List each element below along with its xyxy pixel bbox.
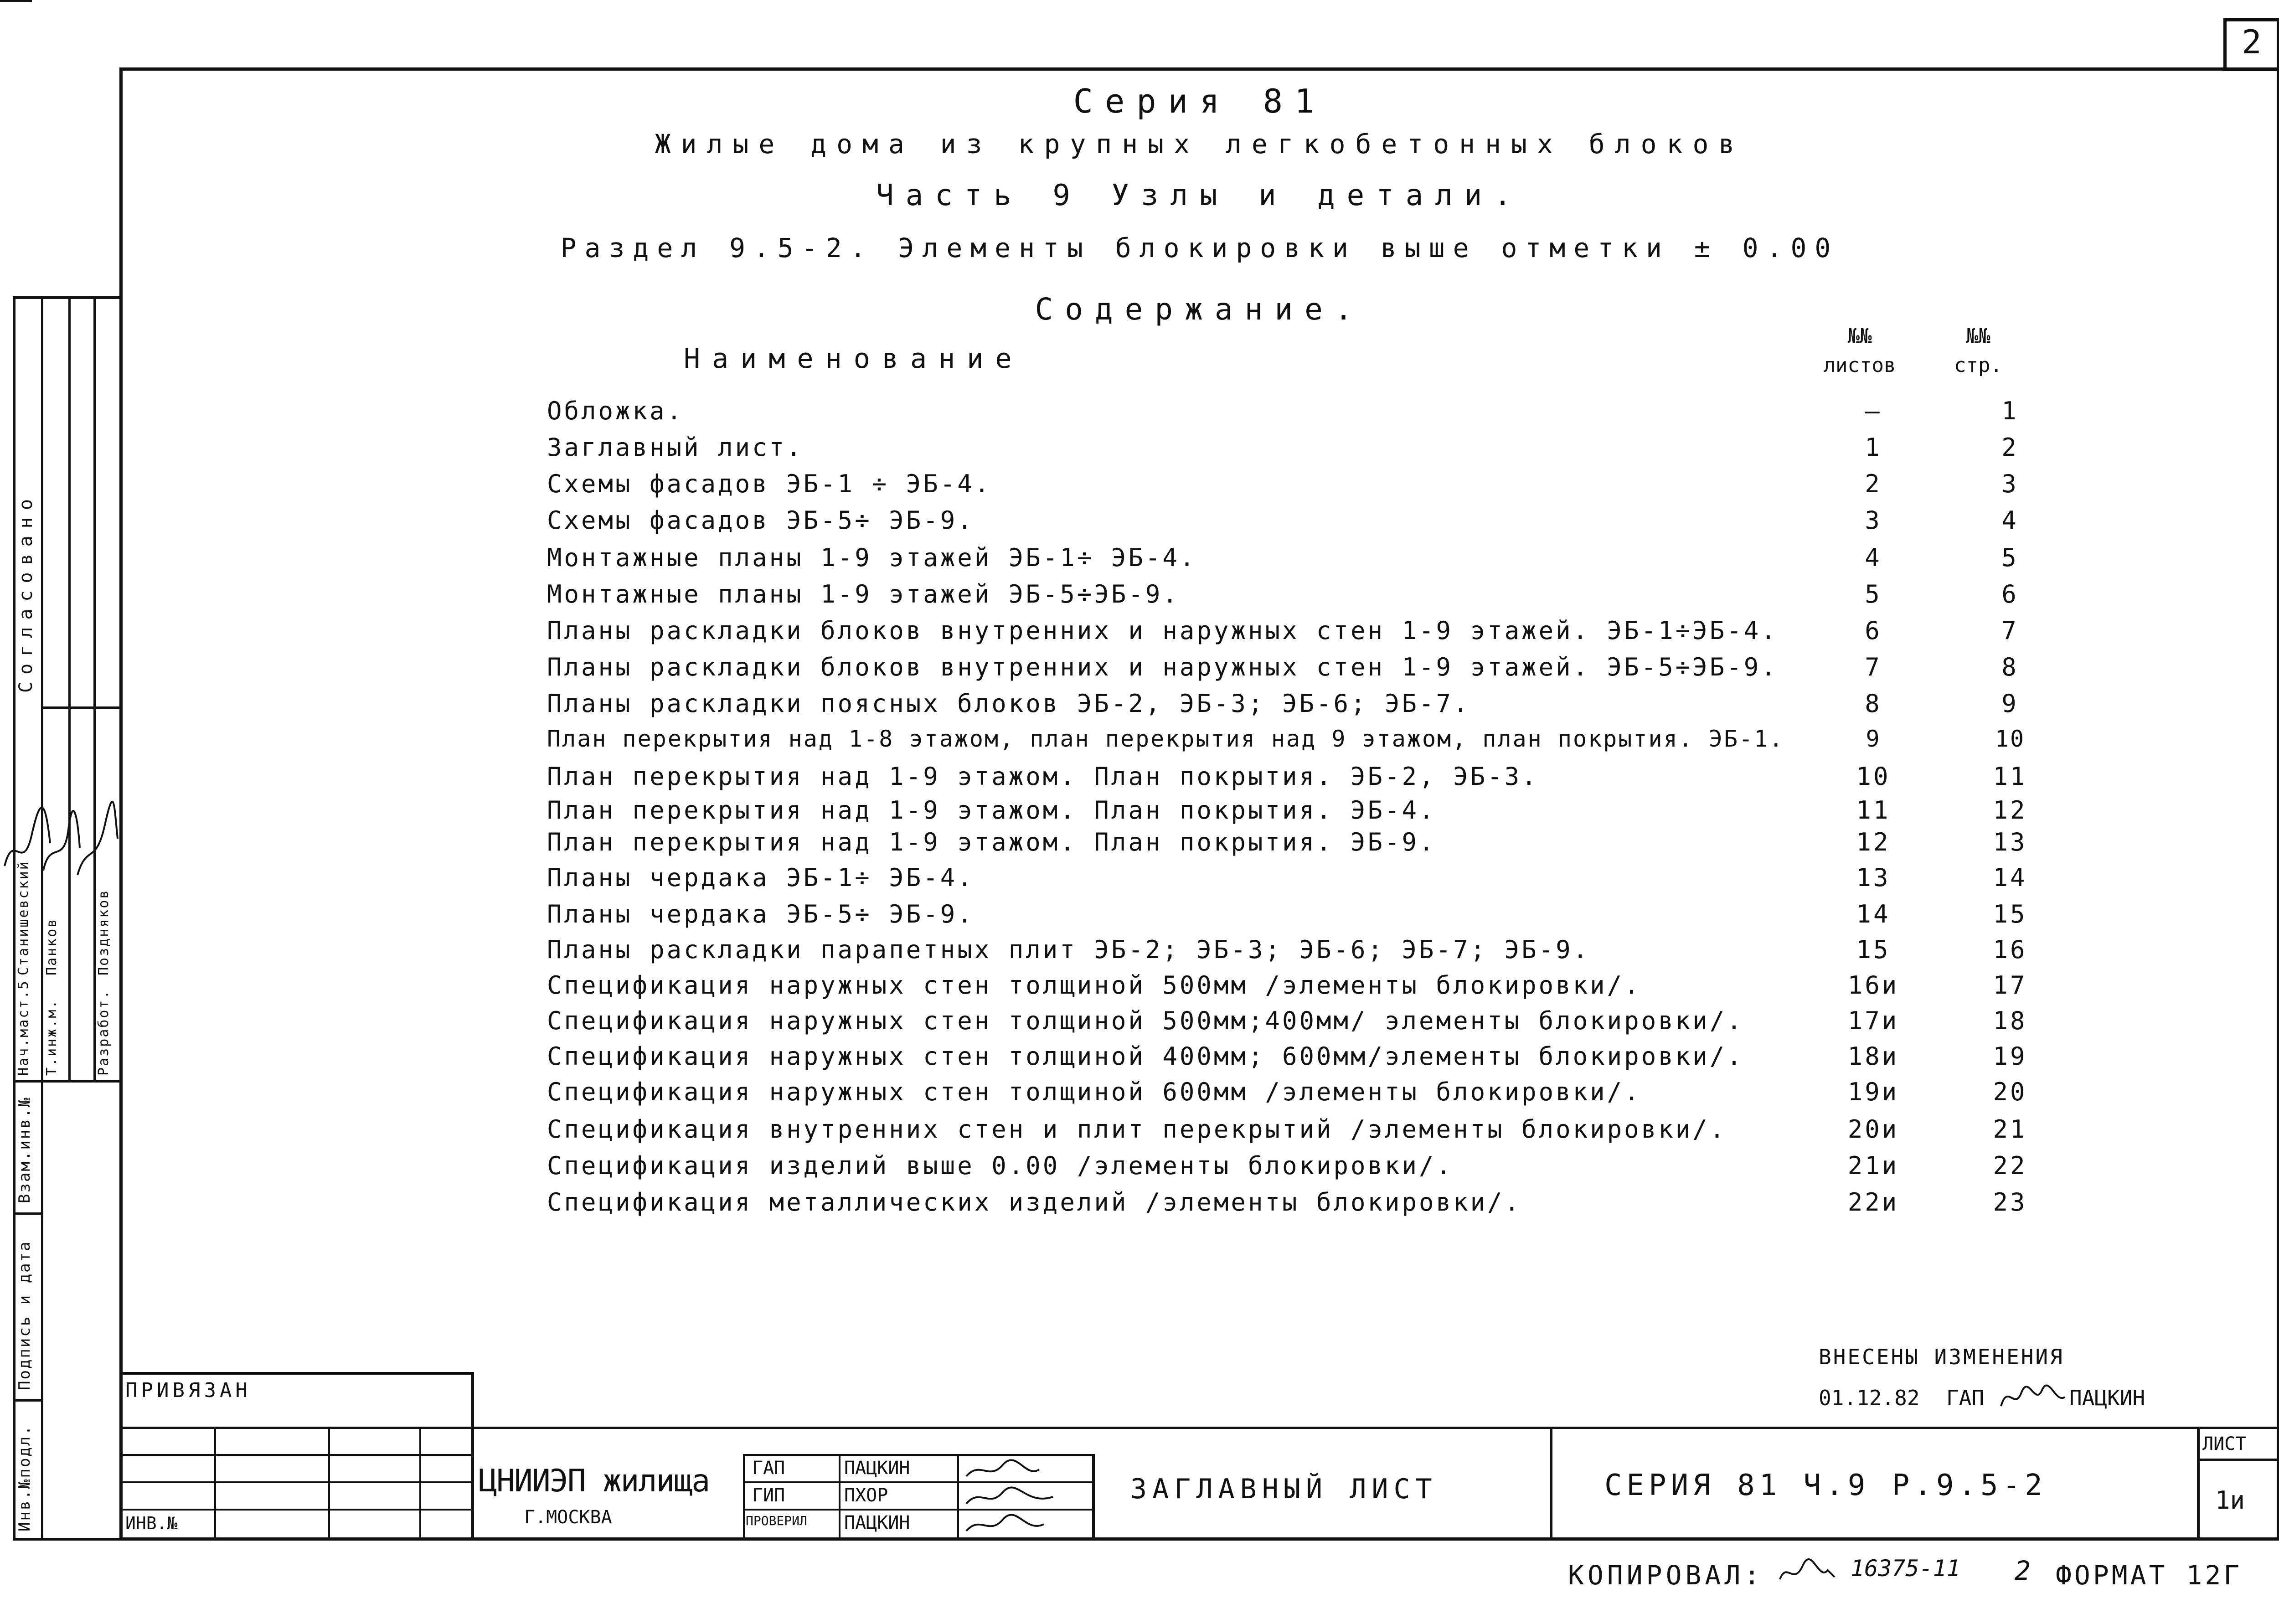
title-block-top-line: [119, 1427, 2279, 1429]
toc-row: [547, 726, 2106, 760]
sheet-number: 2: [2242, 23, 2262, 61]
toc-name: Планы раскладки парапетных плит ЭБ-2; ЭБ-3; ЭБ-6; ЭБ-7; ЭБ-9.: [547, 935, 1590, 964]
toc-name: Спецификация металлических изделий /элементы блокировки/.: [547, 1188, 1522, 1217]
toc-page: 11: [1993, 762, 2027, 791]
side-stamp-hline: [13, 1212, 41, 1215]
toc-name: Монтажные планы 1-9 этажей ЭБ-1÷ ЭБ-4.: [547, 543, 1197, 572]
toc-name: Планы чердака ЭБ-5÷ ЭБ-9.: [547, 900, 975, 928]
toc-sheet: 3: [1865, 506, 1882, 535]
side-stamp-name: Поздняков: [96, 889, 112, 975]
toc-name: Планы раскладки блоков внутренних и наружных стен 1-9 этажей. ЭБ-5÷ЭБ-9.: [547, 653, 1778, 681]
role-checked: ПРОВЕРИЛ: [746, 1513, 807, 1528]
side-stamp-name: Панков: [44, 918, 60, 975]
toc-name: Монтажные планы 1-9 этажей ЭБ-5÷ЭБ-9.: [547, 580, 1180, 608]
sheet-value: 1и: [2215, 1486, 2245, 1515]
toc-sheet: 2: [1865, 469, 1882, 498]
toc-name: Планы раскладки блоков внутренних и наружных стен 1-9 этажей. ЭБ-1÷ЭБ-4.: [547, 616, 1778, 645]
toc-name: Планы чердака ЭБ-1÷ ЭБ-4.: [547, 863, 975, 892]
copy-no: 2: [2015, 1555, 2031, 1586]
toc-sheet: 20и: [1847, 1115, 1899, 1144]
toc-col-sheets: листов: [1823, 354, 1896, 377]
toc-sheet: 11: [1856, 796, 1891, 825]
toc-sheet: 9: [1866, 726, 1881, 752]
toc-sheet: 1: [1865, 433, 1882, 462]
toc-col-sheets-no: №№: [1847, 325, 1872, 348]
attach-right-line: [471, 1372, 474, 1541]
toc-page: 15: [1993, 900, 2027, 928]
toc-row: [547, 1151, 2106, 1186]
toc-row: [547, 1006, 2106, 1041]
toc-name: Спецификация наружных стен толщиной 500мм /элементы блокировки/.: [547, 971, 1641, 1000]
toc-name: Заглавный лист.: [547, 433, 804, 462]
toc-name: План перекрытия над 1-8 этажом, план перекрытия над 9 этажом, план покрытия. ЭБ-1.: [547, 726, 1784, 752]
side-stamp-inv-label: Взам.инв.№: [15, 1096, 34, 1203]
toc-name: Обложка.: [547, 397, 684, 425]
toc-name: Планы раскладки поясных блоков ЭБ-2, ЭБ-3; ЭБ-6; ЭБ-7.: [547, 689, 1470, 718]
attach-grid-col: [214, 1427, 216, 1541]
toc-page: 20: [1993, 1078, 2027, 1106]
org-city: Г.МОСКВА: [524, 1507, 612, 1528]
side-stamp-hline: [13, 1080, 119, 1083]
side-stamp-inv-label: Инв.№подл.: [15, 1424, 34, 1531]
toc-sheet: 22и: [1847, 1188, 1899, 1217]
toc-row: [547, 863, 2106, 898]
sign-grid-col: [839, 1454, 840, 1541]
changes-note-role: ГАП: [1946, 1386, 1985, 1410]
toc-page: 2: [2001, 433, 2019, 462]
toc-col-pages-no: №№: [1966, 325, 1990, 348]
copied-signature: [1778, 1554, 1837, 1591]
section-title: Раздел 9.5-2. Элементы блокировки выше отметки ± 0.00: [560, 232, 1839, 263]
toc-page: 17: [1993, 971, 2027, 1000]
copied-label: КОПИРОВАЛ:: [1568, 1560, 1764, 1591]
toc-sheet: —: [1865, 397, 1882, 425]
side-stamp-role: Разработ.: [96, 989, 112, 1076]
side-stamp-hline: [13, 1399, 41, 1402]
toc-row: [547, 543, 2106, 578]
toc-name: План перекрытия над 1-9 этажом. План покрытия. ЭБ-2, ЭБ-3.: [547, 762, 1539, 791]
toc-row: [547, 397, 2106, 431]
side-stamp-border-bottom: [13, 1538, 119, 1541]
changes-signature: [1999, 1379, 2067, 1415]
toc-page: 13: [1993, 828, 2027, 856]
corner-mark: [0, 0, 32, 2]
name-gap: ПАЦКИН: [844, 1458, 910, 1479]
toc-page: 18: [1993, 1006, 2027, 1035]
sign-grid-col: [957, 1454, 959, 1541]
side-stamp-col2: [68, 296, 71, 1080]
side-stamp-signatures: [0, 775, 119, 893]
side-stamp-agreed: Согласовано: [15, 492, 36, 693]
toc-row: [547, 433, 2106, 468]
toc-row: [547, 935, 2106, 970]
toc-name: План перекрытия над 1-9 этажом. План покрытия. ЭБ-4.: [547, 796, 1436, 825]
toc-row: [547, 1188, 2106, 1222]
inv-no-label: ИНВ.№: [125, 1513, 178, 1533]
toc-sheet: 18и: [1847, 1042, 1899, 1071]
attach-grid-col: [419, 1427, 421, 1541]
toc-page: 9: [2001, 689, 2019, 718]
org-name: ЦНИИЭП жилища: [479, 1463, 710, 1499]
sheet-box-divider: [2197, 1427, 2200, 1541]
toc-sheet: 5: [1865, 580, 1882, 608]
toc-sheet: 7: [1865, 653, 1882, 681]
toc-page: 22: [1993, 1151, 2027, 1180]
toc-page: 5: [2001, 543, 2019, 572]
toc-page: 16: [1993, 935, 2027, 964]
role-gip: ГИП: [752, 1485, 785, 1506]
side-stamp-name: Станишевский: [15, 860, 31, 975]
side-stamp-role: Нач.маст.5: [15, 980, 31, 1076]
toc-name: Спецификация наружных стен толщиной 500мм;400мм/ элементы блокировки/.: [547, 1006, 1744, 1035]
sheet-title: ЗАГЛАВНЫЙ ЛИСТ: [1130, 1473, 1438, 1505]
name-gip: ПХОР: [844, 1485, 888, 1506]
toc-page: 4: [2001, 506, 2019, 535]
toc-sheet: 15: [1856, 935, 1891, 964]
side-stamp-border-top: [13, 296, 119, 299]
side-stamp-role: Т.инж.м.: [44, 999, 60, 1076]
format-label: ФОРМАТ 12Г: [2056, 1560, 2243, 1591]
toc-sheet: 14: [1856, 900, 1891, 928]
toc-sheet: 10: [1856, 762, 1891, 791]
side-stamp-col1: [41, 296, 43, 1541]
toc-row: [547, 580, 2106, 614]
toc-row: [547, 971, 2106, 1005]
sheet-label: ЛИСТ: [2202, 1433, 2247, 1454]
toc-row: [547, 506, 2106, 541]
toc-sheet: 19и: [1847, 1078, 1899, 1106]
toc-row: [547, 653, 2106, 687]
role-gap: ГАП: [752, 1458, 785, 1479]
sign-grid-col: [743, 1454, 745, 1541]
changes-note-name: ПАЦКИН: [2069, 1386, 2145, 1410]
attached-label: ПРИВЯЗАН: [125, 1379, 251, 1402]
toc-page: 14: [1993, 863, 2027, 892]
title-block-signatures: [962, 1456, 1089, 1540]
toc-page: 6: [2001, 580, 2019, 608]
toc-row: [547, 828, 2106, 862]
toc-name: Схемы фасадов ЭБ-1 ÷ ЭБ-4.: [547, 469, 992, 498]
attach-top-line: [119, 1372, 472, 1375]
order-no: 16375-11: [1851, 1555, 1960, 1582]
toc-row: [547, 762, 2106, 797]
toc-page: 8: [2001, 653, 2019, 681]
sign-grid-col: [1092, 1454, 1095, 1541]
contents-title: Содержание.: [1035, 292, 1365, 327]
toc-name: Схемы фасадов ЭБ-5÷ ЭБ-9.: [547, 506, 975, 535]
toc-sheet: 21и: [1847, 1151, 1899, 1180]
toc-name: Спецификация наружных стен толщиной 400мм; 600мм/элементы блокировки/.: [547, 1042, 1744, 1071]
toc-sheet: 16и: [1847, 971, 1899, 1000]
toc-name: Спецификация внутренних стен и плит перекрытий /элементы блокировки/.: [547, 1115, 1727, 1144]
toc-sheet: 4: [1865, 543, 1882, 572]
sheet-box-hline: [2197, 1459, 2279, 1461]
toc-col-pages: стр.: [1954, 354, 2002, 377]
toc-page: 19: [1993, 1042, 2027, 1071]
changes-note-date: 01.12.82: [1819, 1386, 1920, 1410]
toc-row: [547, 796, 2106, 830]
changes-note-line1: ВНЕСЕНЫ ИЗМЕНЕНИЯ: [1819, 1345, 2064, 1369]
toc-sheet: 17и: [1847, 1006, 1899, 1035]
toc-row: [547, 1115, 2106, 1150]
toc-sheet: 6: [1865, 616, 1882, 645]
toc-row: [547, 1042, 2106, 1077]
toc-row: [547, 469, 2106, 504]
document-title: Жилые дома из крупных легкобетонных блоков: [655, 129, 1745, 160]
toc-page: 23: [1993, 1188, 2027, 1217]
toc-page: 10: [1995, 726, 2026, 752]
toc-row: [547, 689, 2106, 724]
toc-name: Спецификация изделий выше 0.00 /элементы блокировки/.: [547, 1151, 1454, 1180]
toc-page: 21: [1993, 1115, 2027, 1144]
toc-sheet: 8: [1865, 689, 1882, 718]
toc-page: 7: [2001, 616, 2019, 645]
name-checked: ПАЦКИН: [844, 1512, 910, 1533]
toc-page: 1: [2001, 397, 2019, 425]
toc-page: 3: [2001, 469, 2019, 498]
side-stamp-inv-label: Подпись и дата: [15, 1240, 34, 1390]
toc-row: [547, 900, 2106, 934]
toc-sheet: 12: [1856, 828, 1891, 856]
side-stamp-hline: [41, 706, 119, 709]
toc-row: [547, 1078, 2106, 1112]
toc-name: Спецификация наружных стен толщиной 600мм /элементы блокировки/.: [547, 1078, 1641, 1106]
title-divider: [1550, 1427, 1552, 1541]
attach-grid-col: [328, 1427, 330, 1541]
toc-row: [547, 616, 2106, 651]
toc-sheet: 13: [1856, 863, 1891, 892]
series-code: СЕРИЯ 81 Ч.9 Р.9.5-2: [1604, 1469, 2047, 1502]
series-title: Серия 81: [1073, 82, 1326, 120]
toc-col-name: Наименование: [684, 343, 1024, 375]
part-title: Часть 9 Узлы и детали.: [876, 179, 1523, 212]
toc-name: План перекрытия над 1-9 этажом. План покрытия. ЭБ-9.: [547, 828, 1436, 856]
toc-page: 12: [1993, 796, 2027, 825]
